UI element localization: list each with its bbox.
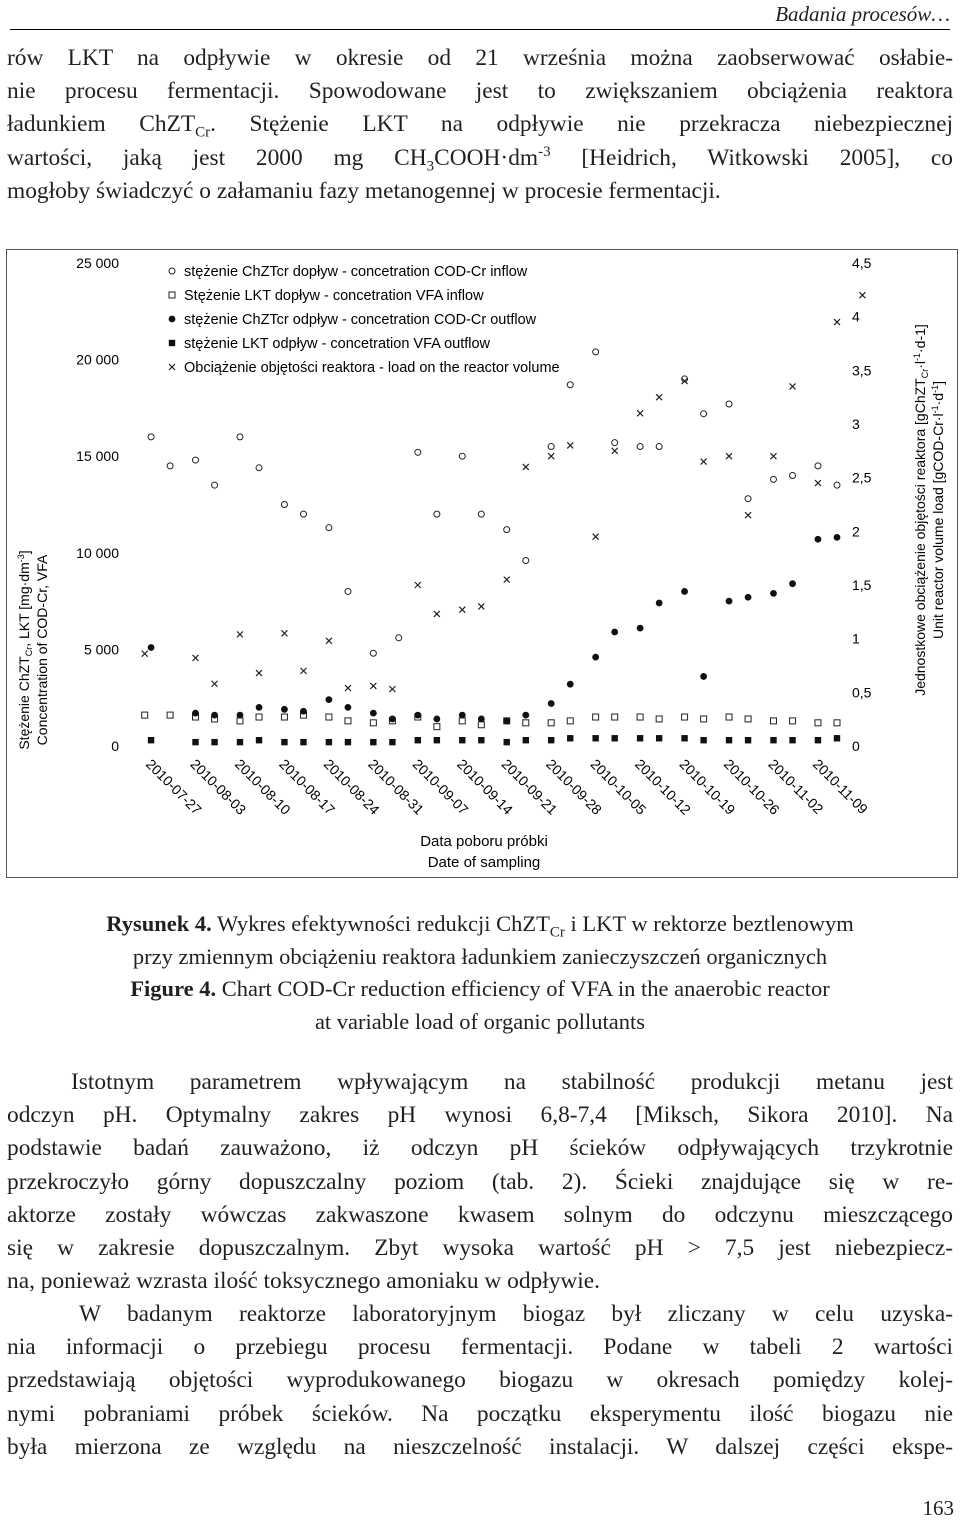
point-vfa-inflow: [682, 714, 688, 720]
y-tick-right: 2,5: [852, 469, 872, 486]
point-cod-outflow: [192, 710, 199, 717]
point-reactor-load: [612, 448, 618, 454]
point-reactor-load: [478, 603, 484, 609]
y-axis-label-right-en: Unit reactor volume load $[gCOD-Cr\cdot l^{-1}\cdot d^{-1}]$: [930, 381, 946, 639]
point-cod-outflow: [834, 534, 841, 541]
point-cod-outflow: [256, 704, 263, 711]
point-vfa-outflow: [592, 735, 598, 741]
point-reactor-load: [237, 631, 243, 637]
point-vfa-outflow: [326, 739, 332, 745]
point-vfa-outflow: [815, 737, 821, 743]
point-vfa-outflow: [478, 737, 484, 743]
y-tick-right: 0,5: [852, 684, 872, 701]
point-vfa-outflow: [434, 737, 440, 743]
point-cod-inflow: [459, 453, 465, 459]
point-vfa-outflow: [345, 739, 351, 745]
point-cod-inflow: [212, 482, 218, 488]
point-cod-outflow: [281, 706, 288, 713]
text-line: się w zakresie dopuszczalnym. Zbyt wysoka wartość pH > 7,5 jest niebezpiecz-: [7, 1234, 953, 1261]
point-reactor-load: [193, 655, 199, 661]
point-vfa-outflow: [300, 739, 306, 745]
point-vfa-outflow: [745, 737, 751, 743]
caption-line-en-1: Figure 4. Chart COD-Cr reduction efficiency of VFA in the anaerobic reactor: [130, 976, 830, 1001]
point-reactor-load: [212, 681, 218, 687]
y-axis-label-left-pl: Stężenie ChZT$_{Cr}$, LKT $[mg\cdot dm^{-3}]$: [16, 550, 34, 750]
point-reactor-load: [326, 638, 332, 644]
x-tick-label: 2010-08-10: [231, 755, 294, 818]
point-cod-inflow: [237, 434, 243, 440]
point-cod-inflow: [300, 511, 306, 517]
legend-label: Stężenie LKT dopływ - concetration VFA inflow: [184, 288, 484, 304]
point-vfa-inflow: [726, 714, 732, 720]
point-cod-outflow: [611, 629, 618, 636]
point-reactor-load: [389, 686, 395, 692]
point-vfa-outflow: [789, 737, 795, 743]
point-cod-outflow: [345, 704, 352, 711]
legend-label: stężenie LKT odpływ - concetration VFA outflow: [184, 336, 491, 352]
point-vfa-outflow: [459, 737, 465, 743]
point-reactor-load: [656, 394, 662, 400]
y-tick-right: 1,5: [852, 577, 872, 593]
legend-label: stężenie ChZTcr odpływ - concetration COD-Cr outflow: [184, 312, 537, 328]
running-head: [0, 0, 960, 30]
text-line: odczyn pH. Optymalny zakres pH wynosi 6,8-7,4 [Miksch, Sikora 2010]. Na: [7, 1102, 953, 1129]
point-vfa-inflow: [281, 714, 287, 720]
point-reactor-load: [415, 582, 421, 588]
point-vfa-outflow: [726, 737, 732, 743]
point-reactor-load: [567, 442, 573, 448]
point-reactor-load: [815, 480, 821, 486]
point-cod-outflow: [700, 673, 707, 680]
y-axis-label-left: [16, 550, 50, 749]
point-cod-inflow: [656, 444, 662, 450]
point-cod-outflow: [592, 654, 599, 661]
point-reactor-load: [834, 319, 840, 325]
point-vfa-outflow: [281, 739, 287, 745]
legend-label: Obciążenie objętości reaktora - load on the reactor volume: [184, 360, 560, 376]
point-cod-outflow: [815, 536, 822, 543]
x-tick-label: 2010-11-09: [809, 755, 872, 818]
legend-marker: [169, 292, 175, 298]
point-cod-inflow: [612, 440, 618, 446]
point-cod-outflow: [433, 716, 440, 723]
scatter-chart: [7, 250, 957, 877]
point-vfa-inflow: [478, 722, 484, 728]
point-reactor-load: [745, 512, 751, 518]
point-cod-inflow: [326, 525, 332, 531]
x-tick-label: 2010-11-02: [765, 755, 827, 818]
y-tick-right: 2: [852, 523, 860, 540]
point-cod-inflow: [415, 449, 421, 455]
legend-marker: [169, 364, 175, 370]
point-reactor-load: [770, 453, 776, 459]
point-cod-inflow: [593, 349, 599, 355]
point-vfa-outflow: [770, 737, 776, 743]
paragraph-1: [7, 42, 953, 208]
y-axis-label-left-en: Concentration of COD-Cr, VFA: [34, 554, 50, 746]
point-cod-inflow: [770, 476, 776, 482]
caption-line-pl-1: Rysunek 4. Wykres efektywności redukcji ChZT$_{Cr}$ i LKT w rektorze beztlenowym: [106, 911, 854, 941]
point-cod-outflow: [211, 712, 218, 719]
x-tick-label: 2010-09-21: [498, 755, 561, 818]
point-cod-inflow: [478, 511, 484, 517]
point-cod-inflow: [434, 511, 440, 517]
point-vfa-inflow: [237, 718, 243, 724]
point-vfa-outflow: [567, 735, 573, 741]
point-reactor-load: [300, 668, 306, 674]
text-line: Istotnym parametrem wpływającym na stabilność produkcji metanu jest: [71, 1069, 953, 1095]
point-cod-outflow: [300, 708, 307, 715]
point-vfa-outflow: [256, 737, 262, 743]
text-line: na, ponieważ wzrasta ilość toksycznego amoniaku w odpływie.: [7, 1268, 601, 1295]
point-cod-outflow: [770, 590, 777, 597]
x-tick-label: 2010-08-03: [187, 755, 250, 818]
point-cod-outflow: [745, 594, 752, 601]
legend-marker: [169, 268, 175, 274]
point-vfa-outflow: [612, 735, 618, 741]
point-reactor-load: [370, 683, 376, 689]
point-cod-inflow: [281, 502, 287, 508]
y-tick-right: 4,5: [852, 255, 872, 271]
point-cod-inflow: [834, 482, 840, 488]
point-cod-outflow: [325, 696, 332, 703]
text-line: nymi pobraniami próbek ścieków. Na początku eksperymentu ilość biogazu nie: [7, 1400, 953, 1427]
point-cod-outflow: [548, 700, 555, 707]
point-vfa-inflow: [459, 718, 465, 724]
text-line: wartości, jaką jest 2000 mg $CH_3COOH\cdot dm^{-3}$ [Heidrich, Witkowski 2005], co: [7, 143, 953, 175]
point-cod-outflow: [237, 712, 244, 719]
point-reactor-load: [504, 577, 510, 583]
point-vfa-inflow: [770, 718, 776, 724]
point-vfa-outflow: [656, 735, 662, 741]
text-line: przedstawiają objętości wyprodukowanego biogazu w okresach pomiędzy kolej-: [7, 1367, 953, 1394]
y-tick-right: 0: [852, 738, 860, 754]
figure-4-chart: [6, 249, 958, 878]
point-reactor-load: [548, 453, 554, 459]
legend-marker: [169, 316, 176, 323]
x-tick-label: 2010-09-07: [409, 755, 472, 818]
point-vfa-outflow: [504, 739, 510, 745]
point-vfa-outflow: [211, 739, 217, 745]
point-cod-inflow: [523, 558, 529, 564]
y-tick-right: 4: [852, 308, 860, 325]
point-reactor-load: [256, 670, 262, 676]
point-vfa-inflow: [834, 720, 840, 726]
point-cod-inflow: [256, 465, 262, 471]
point-cod-outflow: [478, 716, 485, 723]
point-cod-inflow: [193, 457, 199, 463]
point-reactor-load: [726, 453, 732, 459]
point-vfa-inflow: [326, 714, 332, 720]
x-tick-label: 2010-07-27: [142, 755, 205, 818]
point-vfa-inflow: [790, 718, 796, 724]
point-vfa-inflow: [593, 714, 599, 720]
x-tick-label: 2010-10-12: [631, 755, 694, 818]
point-cod-inflow: [504, 527, 510, 533]
point-cod-inflow: [726, 401, 732, 407]
point-reactor-load: [345, 685, 351, 691]
point-reactor-load: [459, 607, 465, 613]
point-cod-inflow: [548, 444, 554, 450]
x-tick-label: 2010-10-19: [676, 755, 739, 818]
point-reactor-load: [859, 292, 865, 298]
point-cod-outflow: [567, 681, 574, 688]
y-tick-left: 15 000: [76, 448, 119, 465]
paragraph-3: [7, 1298, 953, 1464]
point-cod-outflow: [681, 588, 688, 595]
legend-label: stężenie ChZTcr dopływ - concetration COD-Cr inflow: [184, 264, 528, 280]
point-vfa-outflow: [523, 737, 529, 743]
point-vfa-outflow: [237, 739, 243, 745]
paragraph-2: [7, 1066, 953, 1298]
point-vfa-inflow: [815, 720, 821, 726]
point-cod-inflow: [567, 382, 573, 388]
point-vfa-inflow: [434, 724, 440, 730]
point-vfa-outflow: [148, 737, 154, 743]
point-cod-inflow: [745, 496, 751, 502]
point-cod-outflow: [389, 716, 396, 723]
text-line: nia informacji o przebiegu procesu fermentacji. Podane w tabeli 2 wartości: [7, 1334, 953, 1361]
point-vfa-inflow: [637, 714, 643, 720]
point-vfa-inflow: [370, 720, 376, 726]
text-line: była mierzona ze względu na nieszczelność instalacji. W dalszej części ekspe-: [7, 1433, 953, 1460]
y-tick-left: 0: [111, 738, 119, 754]
point-vfa-inflow: [142, 712, 148, 718]
point-cod-inflow: [637, 444, 643, 450]
point-vfa-outflow: [389, 739, 395, 745]
point-reactor-load: [790, 383, 796, 389]
point-cod-inflow: [790, 473, 796, 479]
text-line: rów LKT na odpływie w okresie od 21 września można zaobserwować osłabie-: [7, 45, 953, 71]
y-tick-left: 20 000: [76, 351, 119, 368]
point-vfa-inflow: [523, 720, 529, 726]
point-vfa-outflow: [192, 739, 198, 745]
point-cod-outflow: [370, 710, 377, 717]
y-tick-left: 5 000: [83, 641, 119, 658]
y-tick-right: 3: [852, 416, 860, 432]
text-line: przekroczyło górny dopuszczalny poziom (tab. 2). Ścieki znajdujące się w re-: [7, 1168, 953, 1195]
y-tick-right: 3,5: [852, 362, 872, 379]
point-vfa-inflow: [656, 716, 662, 722]
caption-line-pl-2: przy zmiennym obciążeniu reaktora ładunkiem zanieczyszczeń organicznych: [132, 943, 828, 969]
point-cod-outflow: [148, 644, 155, 651]
x-axis-label-en: Date of sampling: [427, 854, 541, 871]
point-cod-outflow: [637, 625, 644, 632]
figure-caption: [0, 908, 960, 1038]
point-cod-outflow: [522, 712, 529, 719]
y-tick-left: 10 000: [76, 544, 119, 561]
y-axis-label-right-pl: Jednostkowe obciążenie objętości reaktora $[gChZT_{Cr}\cdot l^{-1}\cdot d-1]$: [912, 324, 930, 696]
x-tick-label: 2010-09-14: [454, 755, 517, 818]
point-cod-outflow: [459, 712, 466, 719]
text-line: aktorze zostały wówczas zakwaszone kwasem solnym do odczynu mieszczącego: [7, 1201, 953, 1228]
point-reactor-load: [701, 459, 707, 465]
text-line: nie procesu fermentacji. Spowodowane jest to zwiększaniem obciążenia reaktora: [7, 78, 953, 105]
point-cod-inflow: [148, 434, 154, 440]
point-vfa-outflow: [415, 737, 421, 743]
point-vfa-outflow: [700, 737, 706, 743]
point-vfa-inflow: [567, 718, 573, 724]
point-cod-inflow: [345, 588, 351, 594]
point-reactor-load: [637, 410, 643, 416]
point-reactor-load: [142, 651, 148, 657]
text-line: W badanym reaktorze laboratoryjnym biogaz był zliczany w celu uzyska-: [79, 1301, 953, 1327]
point-reactor-load: [281, 630, 287, 636]
text-line: mogłoby świadczyć o załamaniu fazy metanogennej w procesie fermentacji.: [7, 177, 721, 204]
point-vfa-outflow: [548, 737, 554, 743]
point-vfa-inflow: [345, 718, 351, 724]
page-number: 163: [922, 1496, 954, 1520]
point-vfa-outflow: [834, 735, 840, 741]
point-vfa-outflow: [370, 739, 376, 745]
x-tick-label: 2010-10-26: [720, 755, 783, 818]
point-cod-inflow: [815, 463, 821, 469]
point-vfa-inflow: [701, 716, 707, 722]
running-head-title: Badania procesów…: [775, 2, 950, 26]
x-axis-label-pl: Data poboru próbki: [420, 833, 548, 850]
point-cod-inflow: [396, 635, 402, 641]
point-reactor-load: [523, 464, 529, 470]
x-tick-label: 2010-08-31: [365, 755, 428, 818]
point-reactor-load: [593, 534, 599, 540]
point-vfa-inflow: [256, 714, 262, 720]
point-vfa-outflow: [637, 735, 643, 741]
point-reactor-load: [434, 611, 440, 617]
point-cod-outflow: [789, 580, 796, 587]
point-vfa-inflow: [167, 712, 173, 718]
text-line: podstawie badań zauważono, iż odczyn pH ścieków odpływających trzykrotnie: [7, 1135, 953, 1162]
point-cod-inflow: [167, 463, 173, 469]
point-cod-outflow: [726, 598, 733, 605]
x-tick-label: 2010-08-17: [276, 755, 339, 818]
x-tick-label: 2010-08-24: [320, 755, 383, 818]
y-tick-left: 25 000: [76, 255, 119, 271]
legend-marker: [169, 340, 175, 346]
x-tick-label: 2010-10-05: [587, 755, 650, 818]
point-vfa-inflow: [612, 714, 618, 720]
y-axis-label-right: [912, 324, 946, 696]
caption-line-en-2: at variable load of organic pollutants: [314, 1008, 646, 1034]
point-vfa-inflow: [745, 716, 751, 722]
point-cod-outflow: [503, 717, 510, 724]
y-tick-right: 1: [852, 630, 860, 647]
point-cod-inflow: [701, 411, 707, 417]
point-vfa-inflow: [548, 720, 554, 726]
text-line: ładunkiem ChZT$_{Cr}$. Stężenie LKT na odpływie nie przekracza niebezpiecznej: [7, 111, 953, 142]
header-rule: [10, 29, 950, 30]
point-vfa-outflow: [681, 735, 687, 741]
point-cod-inflow: [370, 650, 376, 656]
point-cod-outflow: [656, 600, 663, 607]
point-cod-outflow: [414, 712, 421, 719]
x-tick-label: 2010-09-28: [543, 755, 606, 818]
